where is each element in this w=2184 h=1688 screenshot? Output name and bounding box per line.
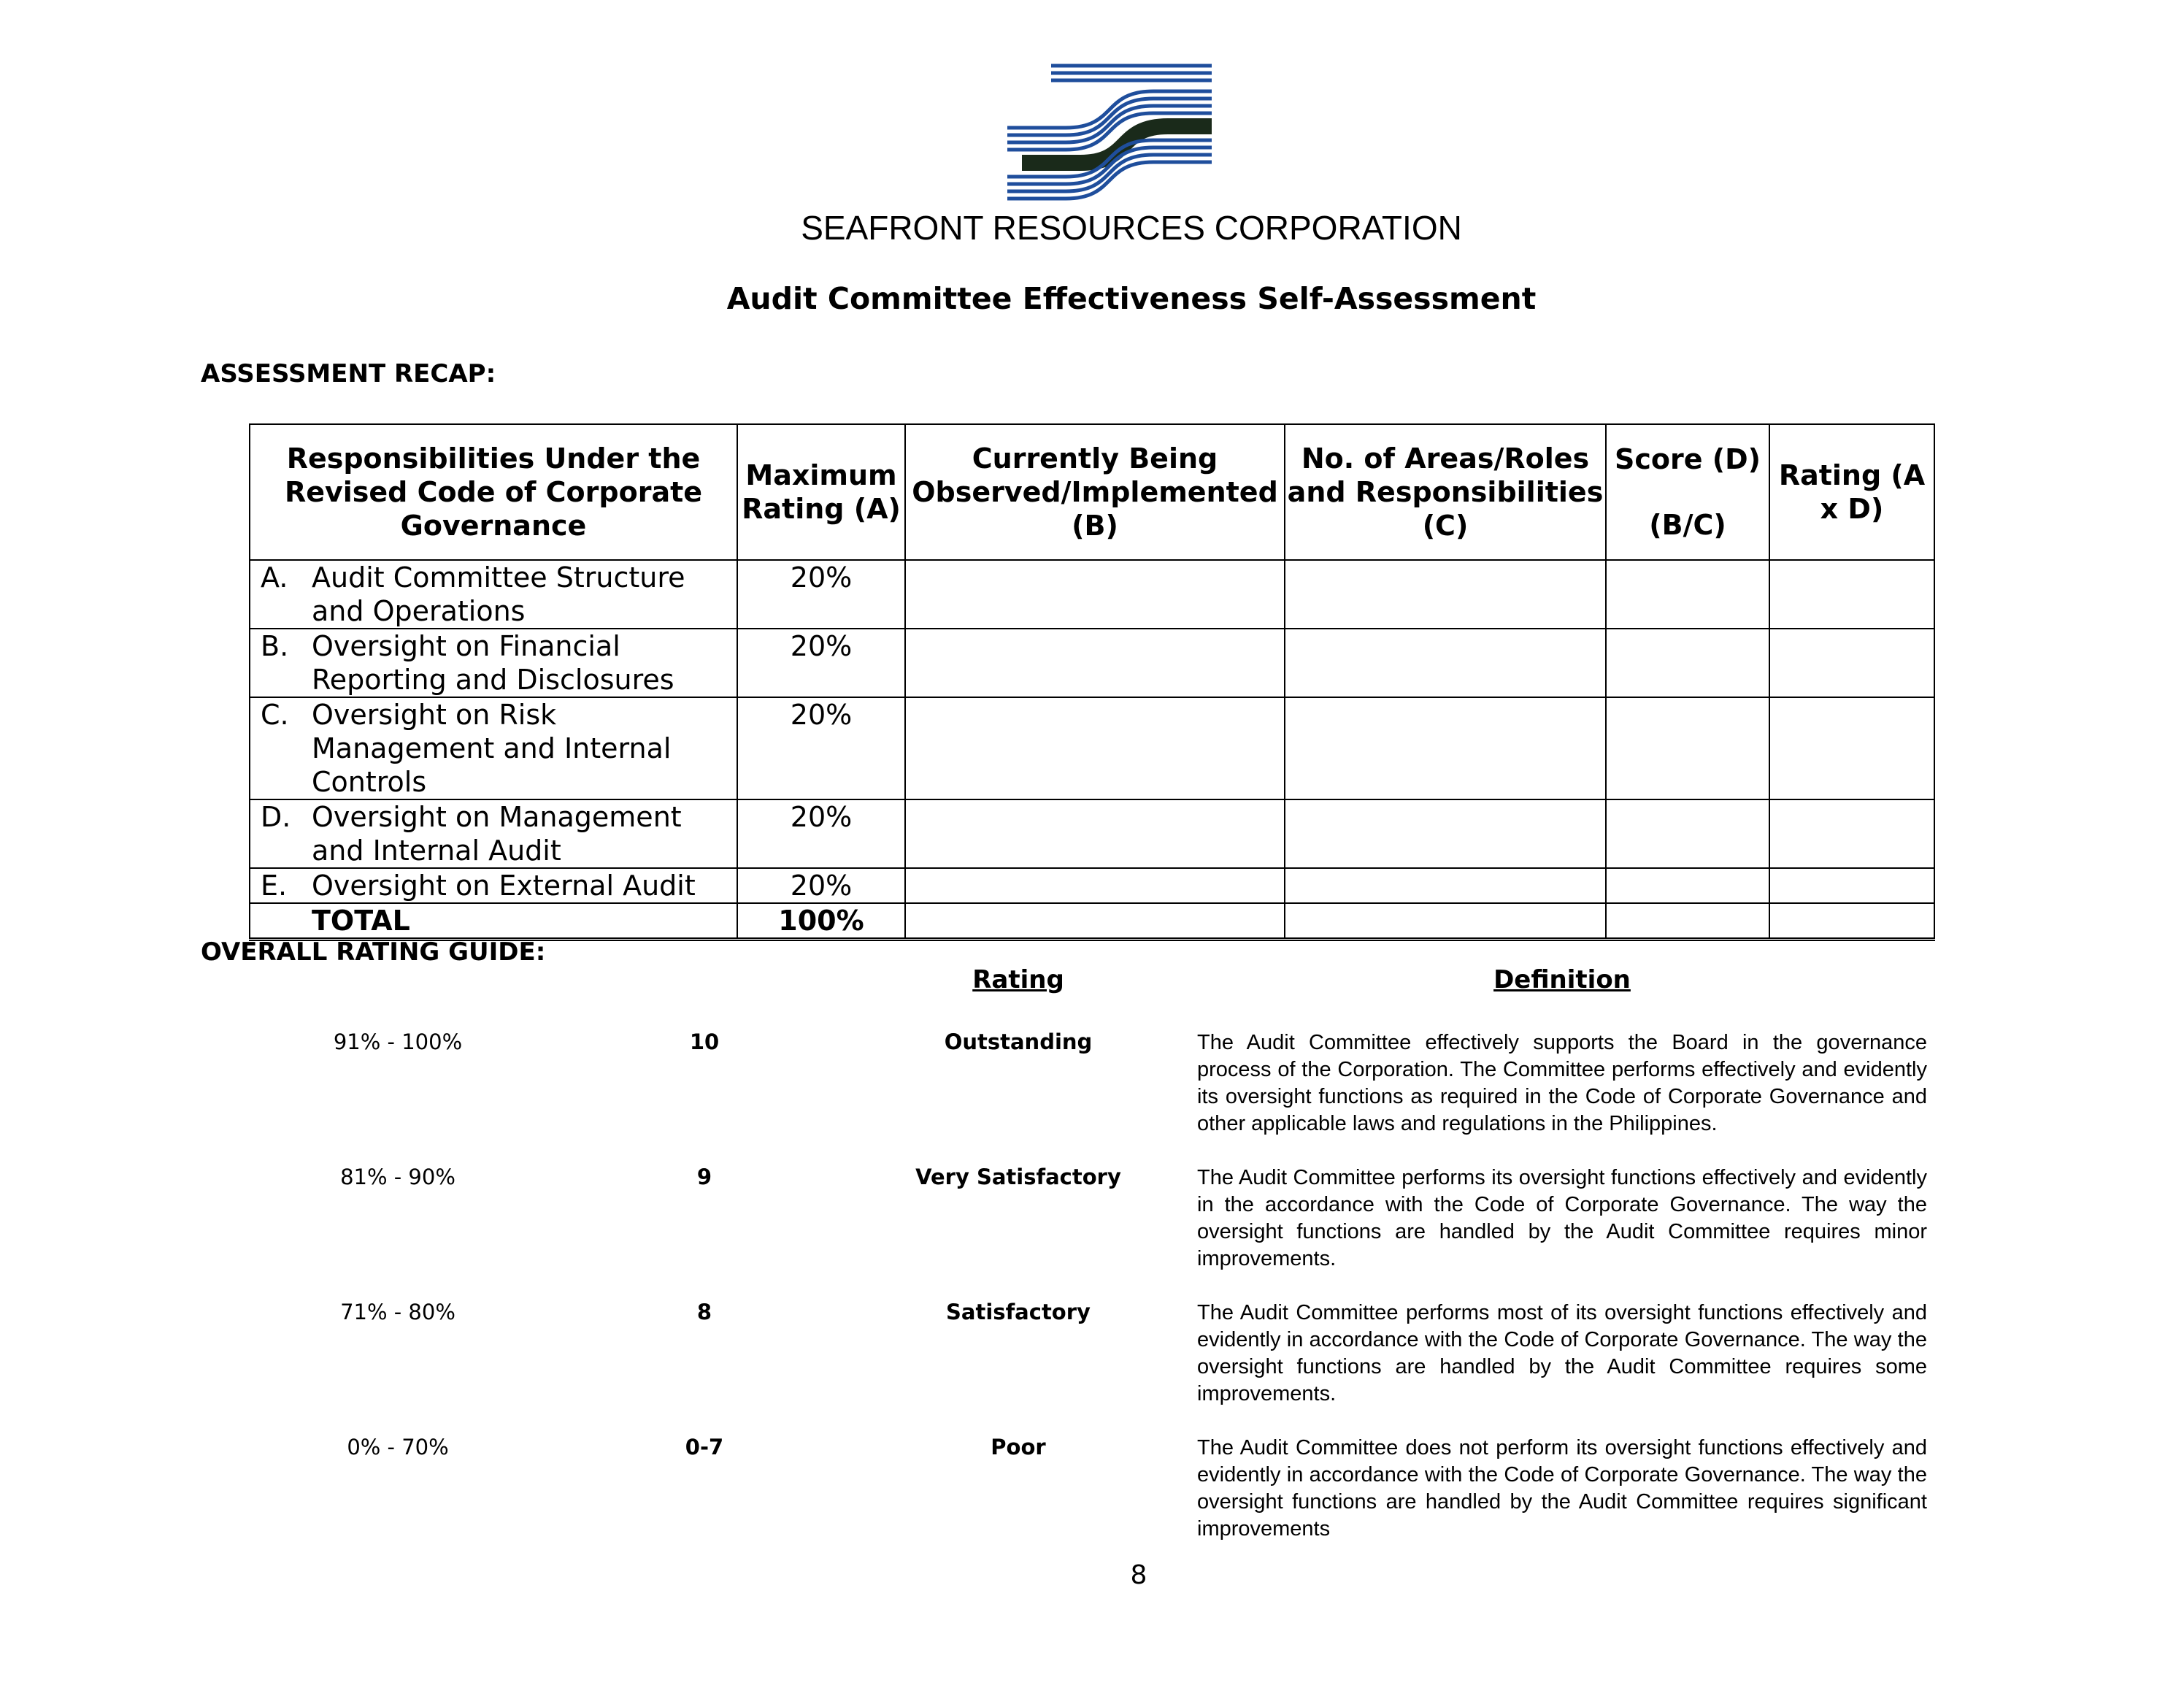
table-row: E. Oversight on External Audit 20% xyxy=(250,868,1934,903)
score-cell[interactable] xyxy=(1606,629,1769,697)
row-max-rating: 20% xyxy=(737,799,905,868)
score: 0-7 xyxy=(685,1435,724,1459)
definition: The Audit Committee performs most of its oversight functions effectively and evidently in accordance with the Code of Corporate Governance. The way the oversight functions are handled by the Audit Committee requires some improvements. xyxy=(1197,1301,1927,1405)
assessment-recap-table xyxy=(249,423,1935,941)
range: 81% - 90% xyxy=(340,1165,455,1189)
areas-cell[interactable] xyxy=(1285,868,1606,903)
definition: The Audit Committee performs its oversight functions effectively and evidently in the accordance with the Code of Corporate Governance. The way the oversight functions are handled by the Audit Committee requires minor improvements. xyxy=(1197,1166,1927,1270)
total-value: 100% xyxy=(737,903,905,940)
col-header-observed: Currently Being Observed/Implemented (B) xyxy=(905,424,1285,560)
observed-cell[interactable] xyxy=(905,629,1285,697)
observed-cell[interactable] xyxy=(905,868,1285,903)
col-header-score: Score (D) (B/C) xyxy=(1606,424,1769,560)
rating-cell[interactable] xyxy=(1769,799,1934,868)
rating: Satisfactory xyxy=(946,1300,1091,1324)
page-number: 8 xyxy=(1130,1560,1147,1590)
col-header-max-rating: Maximum Rating (A) xyxy=(737,424,905,560)
row-label: Audit Committee Structure and Operations xyxy=(312,561,685,627)
total-label: TOTAL xyxy=(312,905,410,937)
row-max-rating: 20% xyxy=(737,697,905,799)
row-max-rating: 20% xyxy=(737,868,905,903)
areas-cell[interactable] xyxy=(1285,560,1606,629)
score-cell[interactable] xyxy=(1606,697,1769,799)
rating-cell[interactable] xyxy=(1769,560,1934,629)
company-name: SEAFRONT RESOURCES CORPORATION xyxy=(801,209,1462,247)
areas-total-cell[interactable] xyxy=(1285,903,1606,940)
score-cell[interactable] xyxy=(1606,868,1769,903)
score: 10 xyxy=(689,1029,720,1054)
table-row: A. Audit Committee Structure and Operations 20% xyxy=(250,560,1934,629)
rating: Very Satisfactory xyxy=(915,1165,1121,1189)
rating-guide-heading: OVERALL RATING GUIDE: xyxy=(201,937,546,967)
col-header-areas: No. of Areas/Roles and Responsibilities (C) xyxy=(1285,424,1606,560)
rating-column-header: Rating xyxy=(972,965,1064,994)
rating-cell[interactable] xyxy=(1769,697,1934,799)
table-row: C. Oversight on Risk Management and Internal Controls 20% xyxy=(250,697,1934,799)
observed-cell[interactable] xyxy=(905,560,1285,629)
col-header-rating: Rating (A x D) xyxy=(1769,424,1934,560)
definition-column-header: Definition xyxy=(1493,965,1631,994)
row-label: Oversight on External Audit xyxy=(312,870,696,902)
row-label: Oversight on Risk Management and Internal Controls xyxy=(312,699,672,798)
assessment-recap-heading: ASSESSMENT RECAP: xyxy=(201,359,496,388)
range: 91% - 100% xyxy=(333,1029,463,1054)
table-row: B. Oversight on Financial Reporting and Disclosures 20% xyxy=(250,629,1934,697)
document-title: Audit Committee Effectiveness Self-Assessment xyxy=(726,281,1537,316)
total-row xyxy=(250,903,1934,940)
areas-cell[interactable] xyxy=(1285,629,1606,697)
score-cell[interactable] xyxy=(1606,560,1769,629)
row-max-rating: 20% xyxy=(737,560,905,629)
rating-total-cell[interactable] xyxy=(1769,903,1934,940)
range: 71% - 80% xyxy=(340,1300,455,1324)
rating: Outstanding xyxy=(944,1029,1093,1054)
rating: Poor xyxy=(991,1435,1046,1459)
company-logo xyxy=(1007,58,1212,204)
row-max-rating: 20% xyxy=(737,629,905,697)
rating-cell[interactable] xyxy=(1769,629,1934,697)
observed-cell[interactable] xyxy=(905,799,1285,868)
score: 8 xyxy=(696,1300,712,1324)
row-label: Oversight on Management and Internal Audit xyxy=(312,801,682,867)
observed-total-cell[interactable] xyxy=(905,903,1285,940)
table-row: D. Oversight on Management and Internal Audit 20% xyxy=(250,799,1934,868)
score-cell[interactable] xyxy=(1606,799,1769,868)
score-total-cell[interactable] xyxy=(1606,903,1769,940)
observed-cell[interactable] xyxy=(905,697,1285,799)
range: 0% - 70% xyxy=(347,1435,449,1459)
score: 9 xyxy=(696,1165,712,1189)
areas-cell[interactable] xyxy=(1285,799,1606,868)
definition: The Audit Committee effectively supports the Board in the governance process of the Corporation. The Committee performs effectively and evidently its oversight functions as required in the Code of Corporate Governance and other applicable laws and regulations in the Philippines. xyxy=(1197,1031,1927,1135)
areas-cell[interactable] xyxy=(1285,697,1606,799)
rating-cell[interactable] xyxy=(1769,868,1934,903)
col-header-responsibilities: Responsibilities Under the Revised Code of Corporate Governance xyxy=(250,424,737,560)
definition: The Audit Committee does not perform its oversight functions effectively and evidently in accordance with the Code of Corporate Governance. The way the oversight functions are handled by the Audit Committee requires significant improvements xyxy=(1197,1436,1927,1541)
row-label: Oversight on Financial Reporting and Disclosures xyxy=(312,630,674,696)
